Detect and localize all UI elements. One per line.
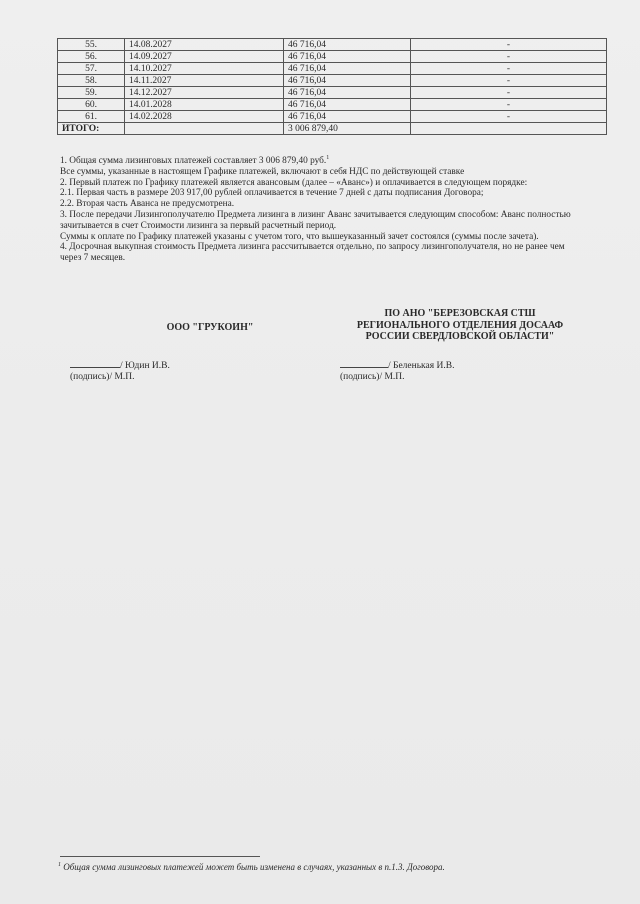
table-row <box>58 111 607 123</box>
row-extra: - <box>411 75 607 87</box>
payment-schedule-table <box>57 38 607 135</box>
footnote-ref: 1 <box>326 154 330 161</box>
row-date: 14.09.2027 <box>125 51 284 63</box>
table-row <box>58 99 607 111</box>
table-row <box>58 87 607 99</box>
total-row <box>58 123 607 135</box>
lessor-signature-line <box>70 358 120 368</box>
row-extra: - <box>411 99 607 111</box>
row-extra: - <box>411 63 607 75</box>
total-extra-cell <box>411 123 607 135</box>
row-date: 14.02.2028 <box>125 111 284 123</box>
row-date: 14.01.2028 <box>125 99 284 111</box>
row-number: 59. <box>58 87 125 99</box>
lessee-signature-block <box>340 358 454 383</box>
lessee-name-line-2: РЕГИОНАЛЬНОГО ОТДЕЛЕНИЯ ДОСААФ <box>356 319 564 331</box>
row-extra: - <box>411 51 607 63</box>
row-date: 14.08.2027 <box>125 39 284 51</box>
note-2-1: 2.1. Первая часть в размере 203 917,00 рублей оплачивается в течение 7 дней с даты подписания Договора; <box>60 188 484 199</box>
table-row <box>58 51 607 63</box>
row-extra: - <box>411 111 607 123</box>
row-amount: 46 716,04 <box>284 111 411 123</box>
note-4: 4. Досрочная выкупная стоимость Предмета лизинга рассчитывается отдельно, по запросу лизингополучателя, но не ранее чем через 7 месяцев. <box>60 242 565 264</box>
row-amount: 46 716,04 <box>284 99 411 111</box>
row-amount: 46 716,04 <box>284 39 411 51</box>
row-amount: 46 716,04 <box>284 63 411 75</box>
row-amount: 46 716,04 <box>284 51 411 63</box>
row-number: 61. <box>58 111 125 123</box>
footnote-rule <box>60 856 260 857</box>
note-1-text: 1. Общая сумма лизинговых платежей составляет 3 006 879,40 руб. <box>60 156 327 166</box>
row-number: 57. <box>58 63 125 75</box>
lessee-name-block <box>330 308 590 343</box>
footnote <box>58 862 445 872</box>
notes-section <box>60 156 580 264</box>
table-row <box>58 39 607 51</box>
note-1 <box>60 156 580 167</box>
row-number: 58. <box>58 75 125 87</box>
row-date: 14.12.2027 <box>125 87 284 99</box>
footnote-text: Общая сумма лизинговых платежей может быть изменена в случаях, указанных в п.1.3. Договора. <box>63 862 445 872</box>
note-3: 3. После передачи Лизингополучателю Предмета лизинга в лизинг Аванс зачитывается следующим способом: Аванс полностью зачитывается в счет Стоимости лизинга за первый расчетный период. <box>60 209 571 231</box>
lessor-signer-name: / Юдин И.В. <box>120 361 170 371</box>
row-extra: - <box>411 39 607 51</box>
row-number: 55. <box>58 39 125 51</box>
lessee-signer-name: / Беленькая И.В. <box>388 361 455 371</box>
footnote-number: 1 <box>58 862 61 868</box>
row-extra: - <box>411 87 607 99</box>
table-row <box>58 75 607 87</box>
lessee-signature-line <box>340 358 388 368</box>
row-amount: 46 716,04 <box>284 87 411 99</box>
total-label: ИТОГО: <box>58 123 125 135</box>
row-date: 14.11.2027 <box>125 75 284 87</box>
row-number: 60. <box>58 99 125 111</box>
lessee-name-line-3: РОССИИ СВЕРДЛОВСКОЙ ОБЛАСТИ" <box>365 331 555 342</box>
row-date: 14.10.2027 <box>125 63 284 75</box>
note-2-2: 2.2. Вторая часть Аванса не предусмотрена. <box>60 199 235 210</box>
note-2: 2. Первый платеж по Графику платежей является авансовым (далее – «Аванс») и оплачивается в следующем порядке: <box>60 177 528 188</box>
payment-schedule-body <box>58 39 607 123</box>
total-amount: 3 006 879,40 <box>284 123 411 135</box>
lessor-signature-block <box>70 358 170 383</box>
lessee-signature-caption: (подпись)/ М.П. <box>340 372 405 382</box>
total-empty-cell <box>125 123 284 135</box>
note-1b: Все суммы, указанные в настоящем Графике платежей, включают в себя НДС по действующей ставке <box>60 166 465 177</box>
row-amount: 46 716,04 <box>284 75 411 87</box>
row-number: 56. <box>58 51 125 63</box>
lessor-signature-caption: (подпись)/ М.П. <box>70 372 135 382</box>
lessee-name-line-1: ПО АНО "БЕРЕЗОВСКАЯ СТШ <box>384 308 536 319</box>
table-row <box>58 63 607 75</box>
note-3b: Суммы к оплате по Графику платежей указаны с учетом того, что вышеуказанный зачет состоялся (суммы после зачета). <box>60 231 539 242</box>
lessor-name: ООО "ГРУКОИН" <box>166 322 254 333</box>
